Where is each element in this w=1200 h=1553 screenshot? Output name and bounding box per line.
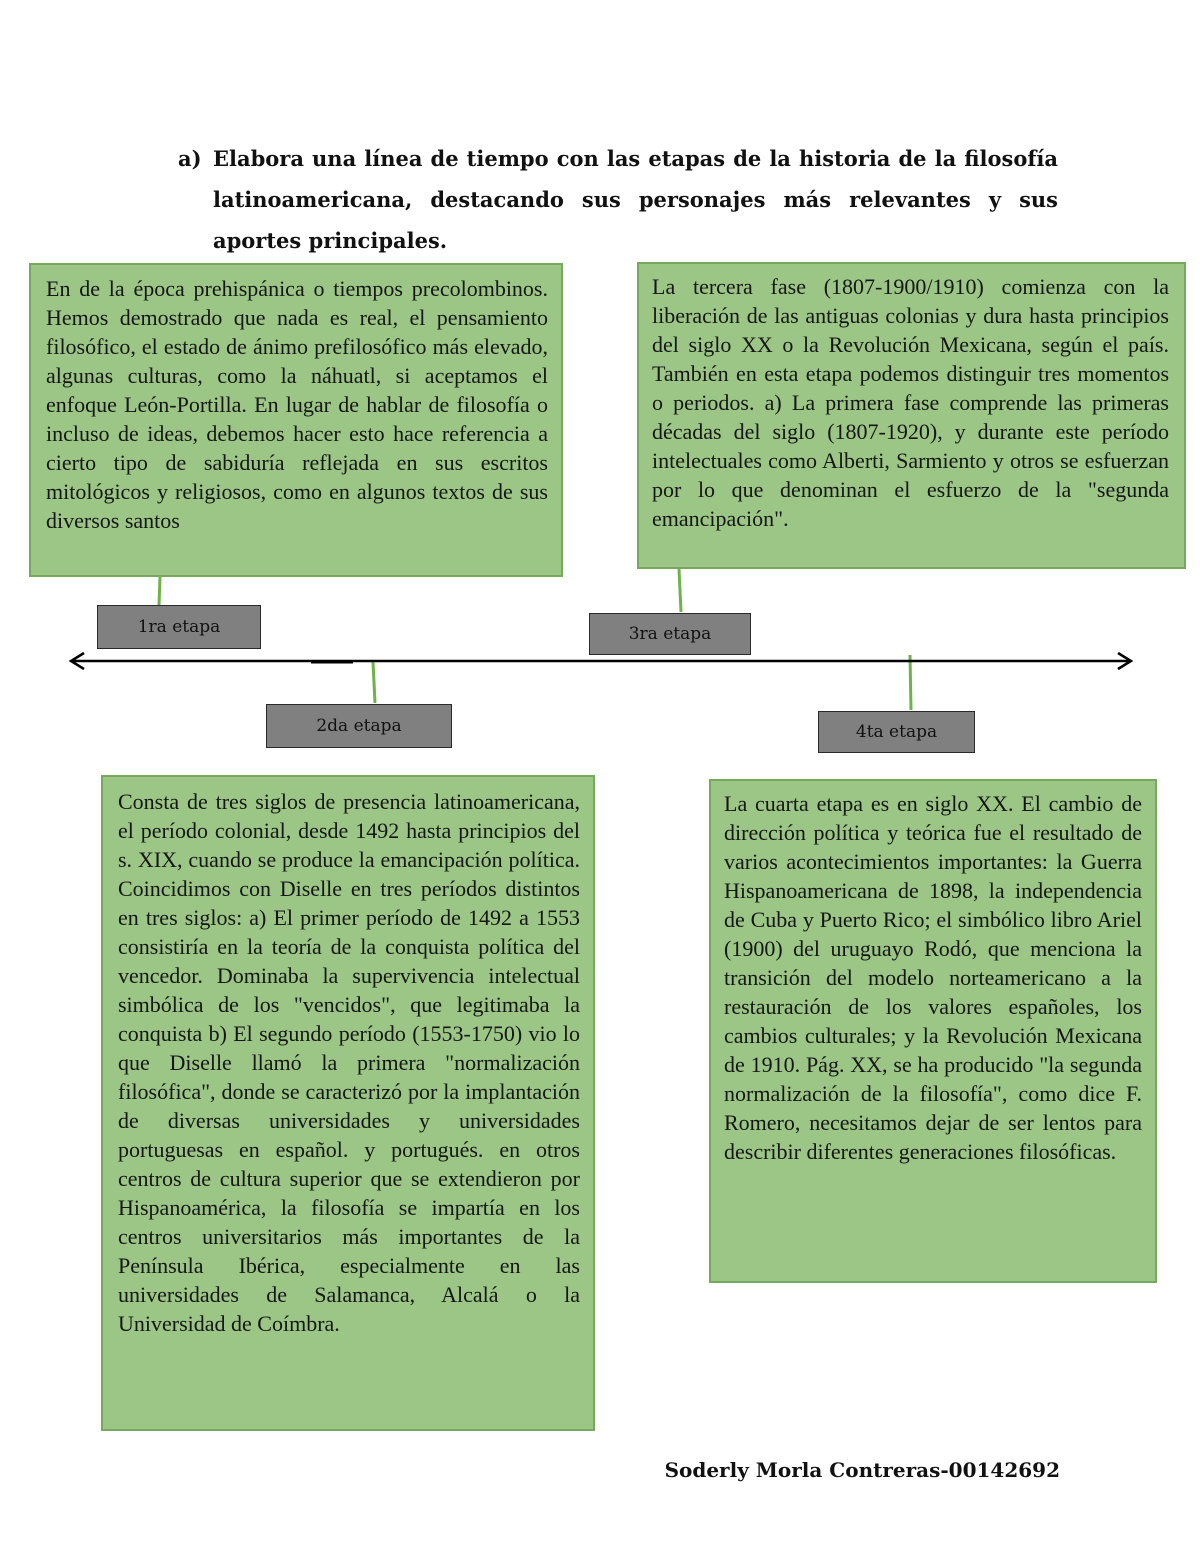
stage-1-label: 1ra etapa	[97, 605, 261, 649]
heading-text: Elabora una línea de tiempo con las etapas de la historia de la filosofía latinoamericana, destacando sus personajes más relevantes y sus aportes principales.	[213, 146, 1058, 253]
author-signature: Soderly Morla Contreras-00142692	[664, 1458, 1060, 1482]
heading-marker: a)	[178, 146, 202, 171]
stage-4-label: 4ta etapa	[818, 711, 975, 753]
connector-fourth	[910, 655, 911, 710]
stage-1-description: En de la época prehispánica o tiempos precolombinos. Hemos demostrado que nada es real, el pensamiento filosófico, el estado de ánimo prefilosófico más elevado, algunas culturas, como la náhuatl, si aceptamos el enfoque León-Portilla. En lugar de hablar de filosofía o incluso de ideas, debemos hacer esto hace referencia a cierto tipo de sabiduría reflejada en sus escritos mitológicos y religiosos, como en algunos textos de sus diversos santos	[29, 263, 563, 577]
stage-3-description: La tercera fase (1807-1900/1910) comienza con la liberación de las antiguas colonias y dura hasta principios del siglo XX o la Revolución Mexicana, según el país. También en esta etapa podemos distinguir tres momentos o periodos. a) La primera fase comprende las primeras décadas del siglo (1807-1920), y durante este período intelectuales como Alberti, Sarmiento y otros se esfuerzan por lo que denominan el esfuerzo de la "segunda emancipación".	[637, 262, 1186, 569]
stage-2-label: 2da etapa	[266, 704, 452, 748]
connector-second	[373, 662, 375, 703]
stage-2-description: Consta de tres siglos de presencia latinoamericana, el período colonial, desde 1492 hasta principios del s. XIX, cuando se produce la emancipación política. Coincidimos con Diselle en tres períodos distintos en tres siglos: a) El primer período de 1492 a 1553 consistiría en la teoría de la conquista política del vencedor. Dominaba la supervivencia intelectual simbólica de los "vencidos", que legitimaba la conquista b) El segundo período (1553-1750) vio lo que Diselle llamó la primera "normalización filosófica", donde se caracterizó por la implantación de diversas universidades y universidades portuguesas en español. y portugués. en otros centros de cultura superior que se extendieron por Hispanoamérica, la filosofía se impartía en los centros universitarios más importantes de la Península Ibérica, especialmente en las universidades de Salamanca, Alcalá o la Universidad de Coímbra.	[101, 775, 595, 1431]
connector-third	[679, 569, 681, 612]
stage-4-description: La cuarta etapa es en siglo XX. El cambio de dirección política y teórica fue el resultado de varios acontecimientos importantes: la Guerra Hispanoamericana de 1898, la independencia de Cuba y Puerto Rico; el simbólico libro Ariel (1900) del uruguayo Rodó, que menciona la transición del modelo norteamericano a la restauración de los valores españoles, los cambios culturales; y la Revolución Mexicana de 1910. Pág. XX, se ha producido "la segunda normalización de la filosofía", como dice F. Romero, necesitamos dejar de ser lentos para describir diferentes generaciones filosóficas.	[709, 779, 1157, 1283]
stage-3-label: 3ra etapa	[589, 613, 751, 655]
connector-first	[159, 577, 160, 605]
